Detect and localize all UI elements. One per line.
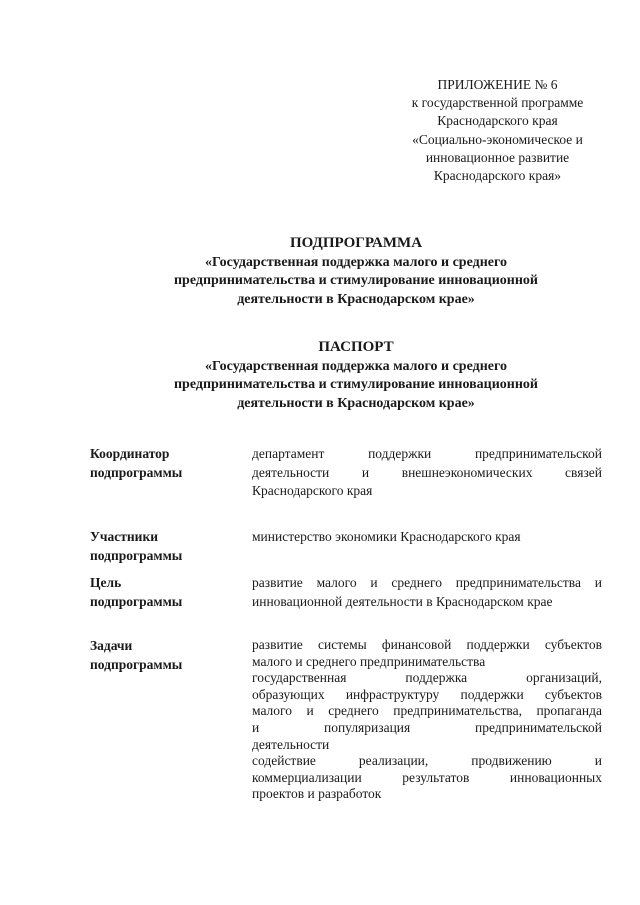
value-line: инновационной деятельности в Краснодарском крае: [252, 593, 553, 609]
label-line: Цель: [90, 575, 122, 590]
task-line: проектов и разработок: [252, 786, 382, 802]
coordinator-label: [90, 445, 230, 482]
goal-label: [90, 574, 230, 611]
value-line: деятельности и внешнеэкономических связей: [252, 464, 602, 480]
appendix-line: к государственной программе: [411, 95, 584, 111]
label-line: подпрограммы: [90, 656, 183, 672]
task-line: государственная поддержка организаций,: [252, 670, 602, 686]
tasks-label: [90, 637, 230, 674]
appendix-title: ПРИЛОЖЕНИЕ № 6: [437, 77, 558, 92]
task-line: малого и среднего предпринимательства: [252, 653, 486, 669]
passport-title: [80, 338, 632, 413]
passport-name-line: «Государственная поддержка малого и среднего: [205, 358, 507, 374]
label-line: Участники: [90, 529, 159, 544]
label-line: Координатор: [90, 446, 170, 461]
label-line: подпрограммы: [90, 593, 183, 609]
passport-heading: ПАСПОРТ: [318, 339, 394, 355]
label-line: Задачи: [90, 638, 133, 653]
appendix-line: Краснодарского края»: [433, 168, 562, 184]
task-line: содействие реализации, продвижению и: [252, 753, 602, 769]
task-line: и популяризация предпринимательской: [252, 719, 602, 735]
participants-value: [252, 528, 602, 547]
goal-value: [252, 574, 602, 611]
value-line: развитие малого и среднего предпринимательства и: [252, 575, 602, 590]
task-line: образующих инфраструктуру поддержки субъектов: [252, 686, 602, 702]
participants-label: [90, 528, 230, 565]
task-line: малого и среднего предпринимательства, пропаганда: [252, 703, 602, 719]
subprogram-name-line: «Государственная поддержка малого и среднего: [205, 254, 507, 270]
passport-name-line: деятельности в Краснодарском крае»: [237, 395, 475, 411]
task-item: [252, 637, 602, 670]
tasks-value: [252, 637, 602, 803]
task-line: коммерциализации результатов инновационных: [252, 769, 602, 785]
task-item: [252, 670, 602, 753]
coordinator-value: [252, 445, 602, 501]
appendix-line: инновационное развитие: [425, 149, 570, 165]
appendix-line: «Социально-экономическое и: [412, 131, 583, 147]
label-line: подпрограммы: [90, 547, 183, 563]
value-line: министерство экономики Краснодарского края: [252, 529, 521, 544]
value-line: Краснодарского края: [252, 483, 373, 498]
task-line: деятельности: [252, 736, 330, 752]
subprogram-heading: ПОДПРОГРАММА: [289, 235, 423, 251]
subprogram-name-line: предпринимательства и стимулирование инновационной: [173, 273, 538, 288]
subprogram-title: [80, 234, 632, 309]
label-line: подпрограммы: [90, 464, 183, 480]
subprogram-name-line: деятельности в Краснодарском крае»: [237, 291, 475, 307]
appendix-line: Краснодарского края: [437, 113, 558, 129]
passport-name-line: предпринимательства и стимулирование инновационной: [173, 377, 538, 392]
task-item: [252, 753, 602, 803]
task-line: развитие системы финансовой поддержки субъектов: [252, 637, 602, 652]
value-line: департамент поддержки предпринимательской: [252, 446, 602, 461]
appendix-header: [390, 76, 605, 185]
